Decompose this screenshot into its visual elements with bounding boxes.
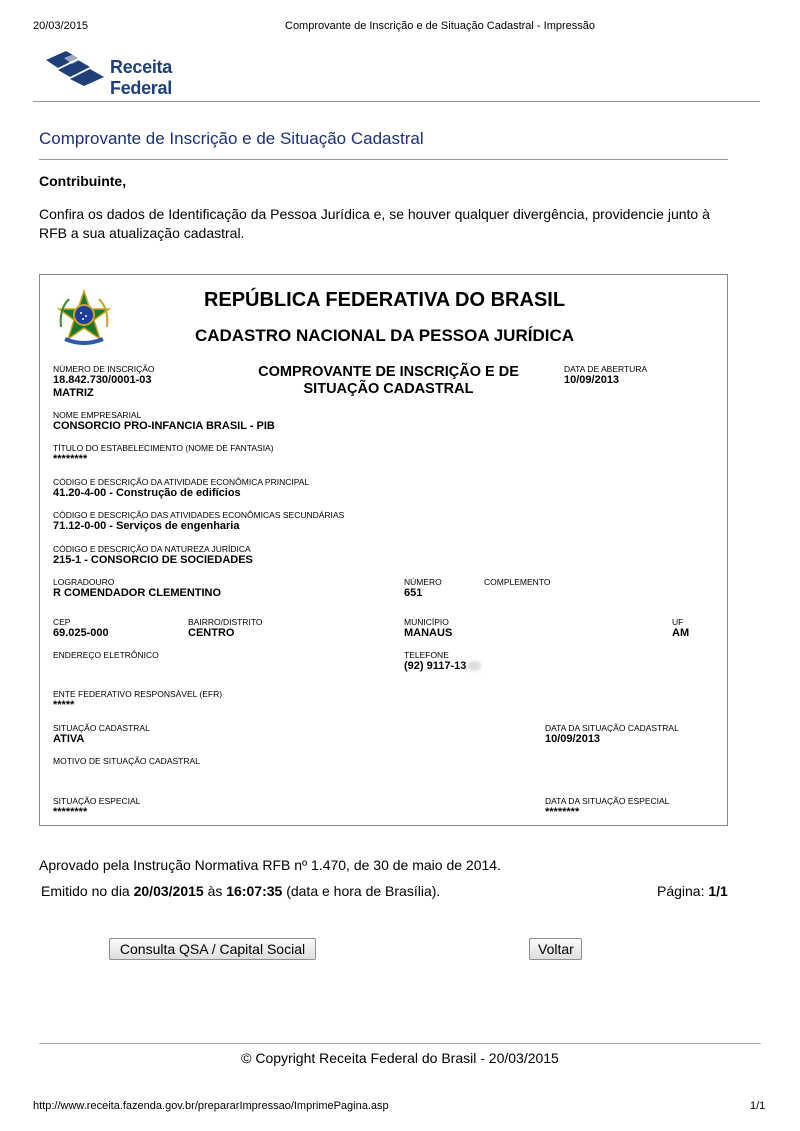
situacao-especial-label: SITUAÇÃO ESPECIAL	[53, 796, 141, 806]
atividades-secundarias-label: CÓDIGO E DESCRIÇÃO DAS ATIVIDADES ECONÔMICAS SECUNDÁRIAS	[53, 510, 345, 520]
titulo-estabelecimento-label: TÍTULO DO ESTABELECIMENTO (NOME DE FANTASIA)	[53, 443, 274, 453]
data-situacao-cadastral-value: 10/09/2013	[545, 733, 601, 745]
emitido-time: 16:07:35	[226, 883, 283, 899]
numero-inscricao-label: NÚMERO DE INSCRIÇÃO	[53, 364, 155, 374]
efr-value: *****	[53, 699, 75, 711]
telefone-field	[404, 660, 481, 672]
telefone-label: TELEFONE	[404, 650, 449, 660]
doc-title-line1: COMPROVANTE DE INSCRIÇÃO E DE	[258, 364, 519, 380]
titulo-estabelecimento-value: ********	[53, 453, 88, 465]
cep-label: CEP	[53, 617, 71, 627]
situacao-especial-value: ********	[53, 806, 88, 818]
greeting: Contribuinte,	[39, 173, 127, 189]
municipio-label: MUNICÍPIO	[404, 617, 449, 627]
atividades-secundarias-value: 71.12-0-00 - Serviços de engenharia	[53, 520, 240, 532]
doc-title	[235, 364, 542, 398]
card-heading-republica: REPÚBLICA FEDERATIVA DO BRASIL	[203, 289, 566, 311]
data-abertura-label: DATA DE ABERTURA	[564, 364, 648, 374]
consulta-qsa-button[interactable]: Consulta QSA / Capital Social	[109, 938, 316, 960]
pagina-label: Página:	[657, 883, 709, 899]
logradouro-value: R COMENDADOR CLEMENTINO	[53, 587, 222, 599]
municipio-value: MANAUS	[404, 627, 453, 639]
intro-message: Confira os dados de Identificação da Pessoa Jurídica e, se houver qualquer divergência, providencie junto à RFB a sua atualização cadastral.	[39, 206, 710, 241]
print-page: 1/1	[750, 1100, 766, 1112]
atividade-principal-value: 41.20-4-00 - Construção de edifícios	[53, 487, 241, 499]
title-divider	[39, 159, 728, 160]
emitido-date: 20/03/2015	[133, 883, 204, 899]
nome-empresarial-label: NOME EMPRESARIAL	[53, 410, 142, 420]
receita-federal-logo-icon	[44, 48, 110, 88]
bairro-label: BAIRRO/DISTRITO	[188, 617, 263, 627]
numero-inscricao-value: 18.842.730/0001-03	[53, 374, 152, 386]
bairro-value: CENTRO	[188, 627, 235, 639]
cnpj-card	[39, 274, 728, 826]
complemento-label: COMPLEMENTO	[484, 577, 551, 587]
telefone-value: (92) 9117-13	[404, 660, 467, 672]
endereco-eletronico-label: ENDEREÇO ELETRÔNICO	[53, 650, 159, 660]
uf-value: AM	[672, 627, 690, 639]
card-heading-cnpj: CADASTRO NACIONAL DA PESSOA JURÍDICA	[194, 326, 575, 345]
motivo-situacao-label: MOTIVO DE SITUAÇÃO CADASTRAL	[53, 756, 200, 766]
cep-value: 69.025-000	[53, 627, 109, 639]
uf-label: UF	[672, 617, 684, 627]
situacao-cadastral-label: SITUAÇÃO CADASTRAL	[53, 723, 150, 733]
matriz-value: MATRIZ	[53, 387, 94, 399]
situacao-cadastral-value: ATIVA	[53, 733, 85, 745]
numero-value: 651	[404, 587, 423, 599]
logo-text: Receita Federal	[110, 57, 172, 98]
efr-label: ENTE FEDERATIVO RESPONSÁVEL (EFR)	[53, 689, 223, 699]
data-situacao-especial-value: ********	[545, 806, 580, 818]
emitido-suffix: (data e hora de Brasília).	[282, 883, 441, 899]
logradouro-label: LOGRADOURO	[53, 577, 115, 587]
pagina-text	[657, 883, 728, 899]
voltar-button[interactable]: Voltar	[529, 938, 582, 960]
data-situacao-especial-label: DATA DA SITUAÇÃO ESPECIAL	[545, 796, 670, 806]
emitido-text	[41, 883, 440, 899]
print-title: Comprovante de Inscrição e de Situação Cadastral - Impressão	[285, 20, 595, 32]
pagina-value: 1/1	[708, 883, 728, 899]
numero-label: NÚMERO	[404, 577, 442, 587]
header-divider	[33, 101, 760, 102]
atividade-principal-label: CÓDIGO E DESCRIÇÃO DA ATIVIDADE ECONÔMICA PRINCIPAL	[53, 477, 310, 487]
emitido-mid: às	[203, 883, 227, 899]
redacted-digits	[467, 661, 481, 671]
print-date: 20/03/2015	[33, 20, 89, 32]
emitido-prefix: Emitido no dia	[41, 883, 134, 899]
page-title: Comprovante de Inscrição e de Situação Cadastral	[39, 129, 424, 148]
nome-empresarial-value: CONSORCIO PRO-INFANCIA BRASIL - PIB	[53, 420, 275, 432]
copyright: © Copyright Receita Federal do Brasil - 20/03/2015	[241, 1050, 559, 1066]
doc-title-line2: SITUAÇÃO CADASTRAL	[303, 381, 474, 397]
data-abertura-value: 10/09/2013	[564, 374, 620, 386]
data-situacao-cadastral-label: DATA DA SITUAÇÃO CADASTRAL	[545, 723, 679, 733]
receita-federal-logo[interactable]	[44, 48, 224, 98]
print-url: http://www.receita.fazenda.gov.br/prepararImpressao/ImprimePagina.asp	[33, 1100, 389, 1112]
approved-text: Aprovado pela Instrução Normativa RFB nº 1.470, de 30 de maio de 2014.	[39, 857, 501, 873]
footer-divider	[39, 1043, 761, 1044]
natureza-juridica-label: CÓDIGO E DESCRIÇÃO DA NATUREZA JURÍDICA	[53, 544, 251, 554]
natureza-juridica-value: 215-1 - CONSORCIO DE SOCIEDADES	[53, 554, 253, 566]
